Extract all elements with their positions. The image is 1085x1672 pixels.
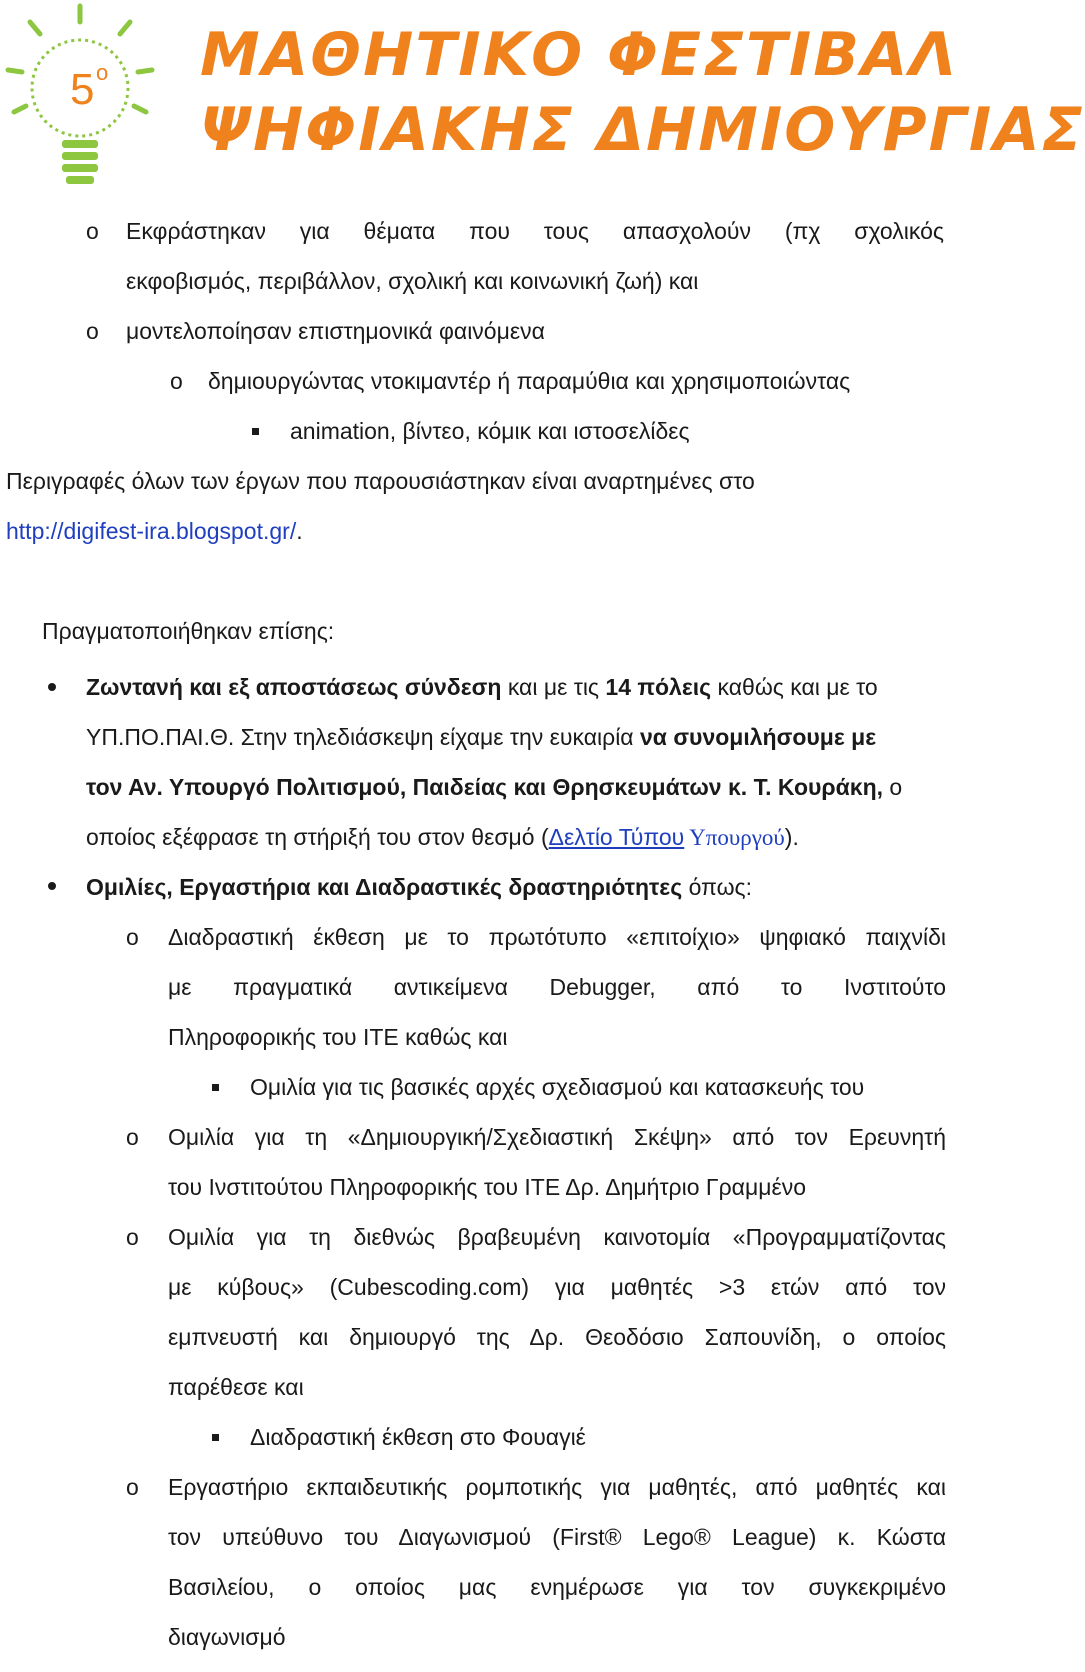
intro-line-3: μοντελοποίησαν επιστημονικά φαινόμενα <box>126 318 545 344</box>
bullet-dot-icon <box>48 882 56 890</box>
sub4-line-2: τον υπεύθυνο του Διαγωνισμού (First® Lego® League) κ. Κώστα <box>168 1524 946 1550</box>
bullet1-line-4: οποίος εξέφρασε τη στήριξή του στον θεσμό (Δελτίο Τύπου Υπουργού). <box>86 824 799 850</box>
press-release-link[interactable]: Δελτίο Τύπου <box>548 824 685 850</box>
list-marker-o: o <box>126 1124 139 1150</box>
sub2-line-2: του Ινστιτούτου Πληροφορικής του ΙΤΕ Δρ. Δημήτριο Γραμμένο <box>168 1174 807 1200</box>
sub3-line-3: εμπνευστή και δημιουργό της Δρ. Θεοδόσιο Σαπουνίδη, ο οποίος <box>168 1324 946 1350</box>
intro-line-6: Περιγραφές όλων των έργων που παρουσιάστηκαν είναι αναρτημένες στο <box>6 468 755 494</box>
sub3a-line: Διαδραστική έκθεση στο Φουαγιέ <box>250 1424 586 1450</box>
festival-edition-suffix: ο <box>96 60 109 85</box>
sub3-line-1: Ομιλία για τη διεθνώς βραβευμένη καινοτομία «Προγραμματίζοντας <box>168 1224 946 1250</box>
list-marker-o: o <box>126 1224 139 1250</box>
festival-header <box>0 0 1085 200</box>
square-bullet-icon <box>212 1084 219 1091</box>
lightbulb-logo-icon <box>0 0 160 200</box>
sub4-line-4: διαγωνισμό <box>168 1624 286 1650</box>
bullet1-line-3: τον Αν. Υπουργό Πολιτισμού, Παιδείας και Θρησκευμάτων κ. Τ. Κουράκη, ο <box>86 774 903 800</box>
festival-title-line-1: ΜΑΘΗΤΙΚΟ ΦΕΣΤΙΒΑΛ <box>200 20 958 90</box>
intro-line-4: δημιουργώντας ντοκιμαντέρ ή παραμύθια και χρησιμοποιώντας <box>208 368 851 394</box>
list-marker-o: o <box>170 368 183 394</box>
square-bullet-icon <box>212 1434 219 1441</box>
bullet2-line-1: Ομιλίες, Εργαστήρια και Διαδραστικές δραστηριότητες όπως: <box>86 874 753 900</box>
sub1a-line: Ομιλία για τις βασικές αρχές σχεδιασμού και κατασκευής του <box>250 1074 865 1100</box>
list-marker-o: o <box>86 318 99 344</box>
bullet1-line-1: Ζωντανή και εξ αποστάσεως σύνδεση και με τις 14 πόλεις καθώς και με το <box>86 674 878 700</box>
list-marker-o: o <box>126 1474 139 1500</box>
bullet-dot-icon <box>48 683 56 691</box>
sub1-line-2: με πραγματικά αντικείμενα Debugger, από το Ινστιτούτο <box>168 974 946 1000</box>
list-marker-o: o <box>126 924 139 950</box>
sub4-line-1: Εργαστήριο εκπαιδευτικής ρομποτικής για μαθητές, από μαθητές και <box>168 1474 946 1500</box>
section-intro: Πραγματοποιήθηκαν επίσης: <box>42 618 335 644</box>
sub3-line-2: με κύβους» (Cubescoding.com) για μαθητές >3 ετών από τον <box>168 1274 946 1300</box>
sub3-line-4: παρέθεσε και <box>168 1374 304 1400</box>
intro-line-2: εκφοβισμός, περιβάλλον, σχολική και κοινωνική ζωή) και <box>126 268 699 294</box>
festival-title-line-2: ΨΗΦΙΑΚΗΣ ΔΗΜΙΟΥΡΓΙΑΣ <box>200 95 1085 165</box>
intro-line-5: animation, βίντεο, κόμικ και ιστοσελίδες <box>290 418 690 444</box>
intro-line-1: Εκφράστηκαν για θέματα που τους απασχολούν (πχ σχολικός <box>126 218 944 244</box>
square-bullet-icon <box>252 428 259 435</box>
festival-edition-number: 5 <box>70 65 95 114</box>
projects-link-line: http://digifest-ira.blogspot.gr/. <box>6 518 303 544</box>
sub2-line-1: Ομιλία για τη «Δημιουργική/Σχεδιαστική Σκέψη» από τον Ερευνητή <box>168 1124 946 1150</box>
sub4-line-3: Βασιλείου, ο οποίος μας ενημέρωσε για τον συγκεκριμένο <box>168 1574 946 1600</box>
bullet1-line-2: ΥΠ.ΠΟ.ΠΑΙ.Θ. Στην τηλεδιάσκεψη είχαμε την ευκαιρία να συνομιλήσουμε με <box>86 724 877 750</box>
list-marker-o: o <box>86 218 99 244</box>
digifest-blog-link[interactable]: http://digifest-ira.blogspot.gr/ <box>6 518 297 544</box>
sub1-line-1: Διαδραστική έκθεση με το πρωτότυπο «επιτοίχιο» ψηφιακό παιχνίδι <box>168 924 946 950</box>
sub1-line-3: Πληροφορικής του ΙΤΕ καθώς και <box>168 1024 508 1050</box>
